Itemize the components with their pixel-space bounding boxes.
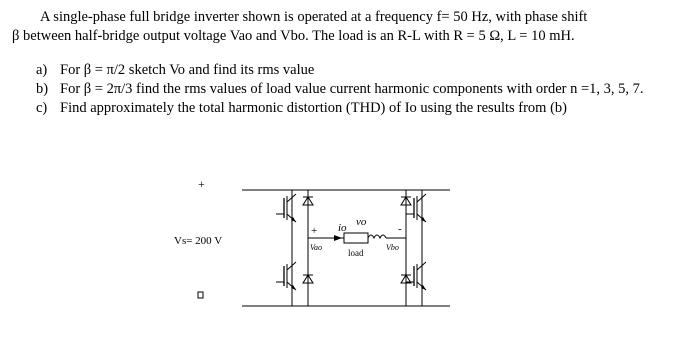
diode-d3-icon <box>401 190 411 210</box>
source-voltage-label: Vs= 200 V <box>174 235 223 247</box>
problem-statement <box>12 8 672 46</box>
plus-node-label: + <box>311 225 318 237</box>
source-plus-label: + <box>198 177 205 191</box>
question-a <box>36 61 666 80</box>
question-c <box>36 99 666 118</box>
question-label: a) <box>36 62 48 78</box>
diode-d2-icon <box>401 268 411 288</box>
source-minus-terminal <box>198 292 203 298</box>
current-label: io <box>338 222 347 234</box>
diode-d1-icon <box>303 190 313 210</box>
minus-node-label: - <box>398 223 402 235</box>
problem-line-1: A single-phase full bridge inverter shown is operated at a frequency f= 50 Hz, with phase shift <box>40 9 588 25</box>
question-label: c) <box>36 100 48 116</box>
switch-s3-icon <box>406 194 426 222</box>
vbo-label: Vbo <box>386 243 399 252</box>
load-label: load <box>348 248 364 258</box>
question-text: For β = 2π/3 find the rms values of load value current harmonic components with order n =1, 3, 5, 7. <box>60 81 644 97</box>
question-b <box>36 80 666 99</box>
load-inductor <box>368 235 386 238</box>
vao-label: Vao <box>310 243 322 252</box>
switch-s2-icon <box>406 262 426 290</box>
question-text: For β = π/2 sketch Vo and find its rms value <box>60 62 315 78</box>
switch-s1-icon <box>276 194 296 222</box>
question-text: Find approximately the total harmonic distortion (THD) of Io using the results from (b) <box>60 100 567 116</box>
question-label: b) <box>36 81 49 97</box>
question-list <box>36 61 666 118</box>
switch-s4-icon <box>276 262 296 290</box>
problem-line-2: β between half-bridge output voltage Vao and Vbo. The load is an R-L with R = 5 Ω, L = 10 mH. <box>12 28 575 44</box>
current-arrow-icon <box>334 235 342 241</box>
inverter-circuit-diagram <box>160 168 490 338</box>
vo-label: vo <box>356 216 367 228</box>
diode-d4-icon <box>303 268 313 288</box>
load-resistor <box>344 233 368 243</box>
